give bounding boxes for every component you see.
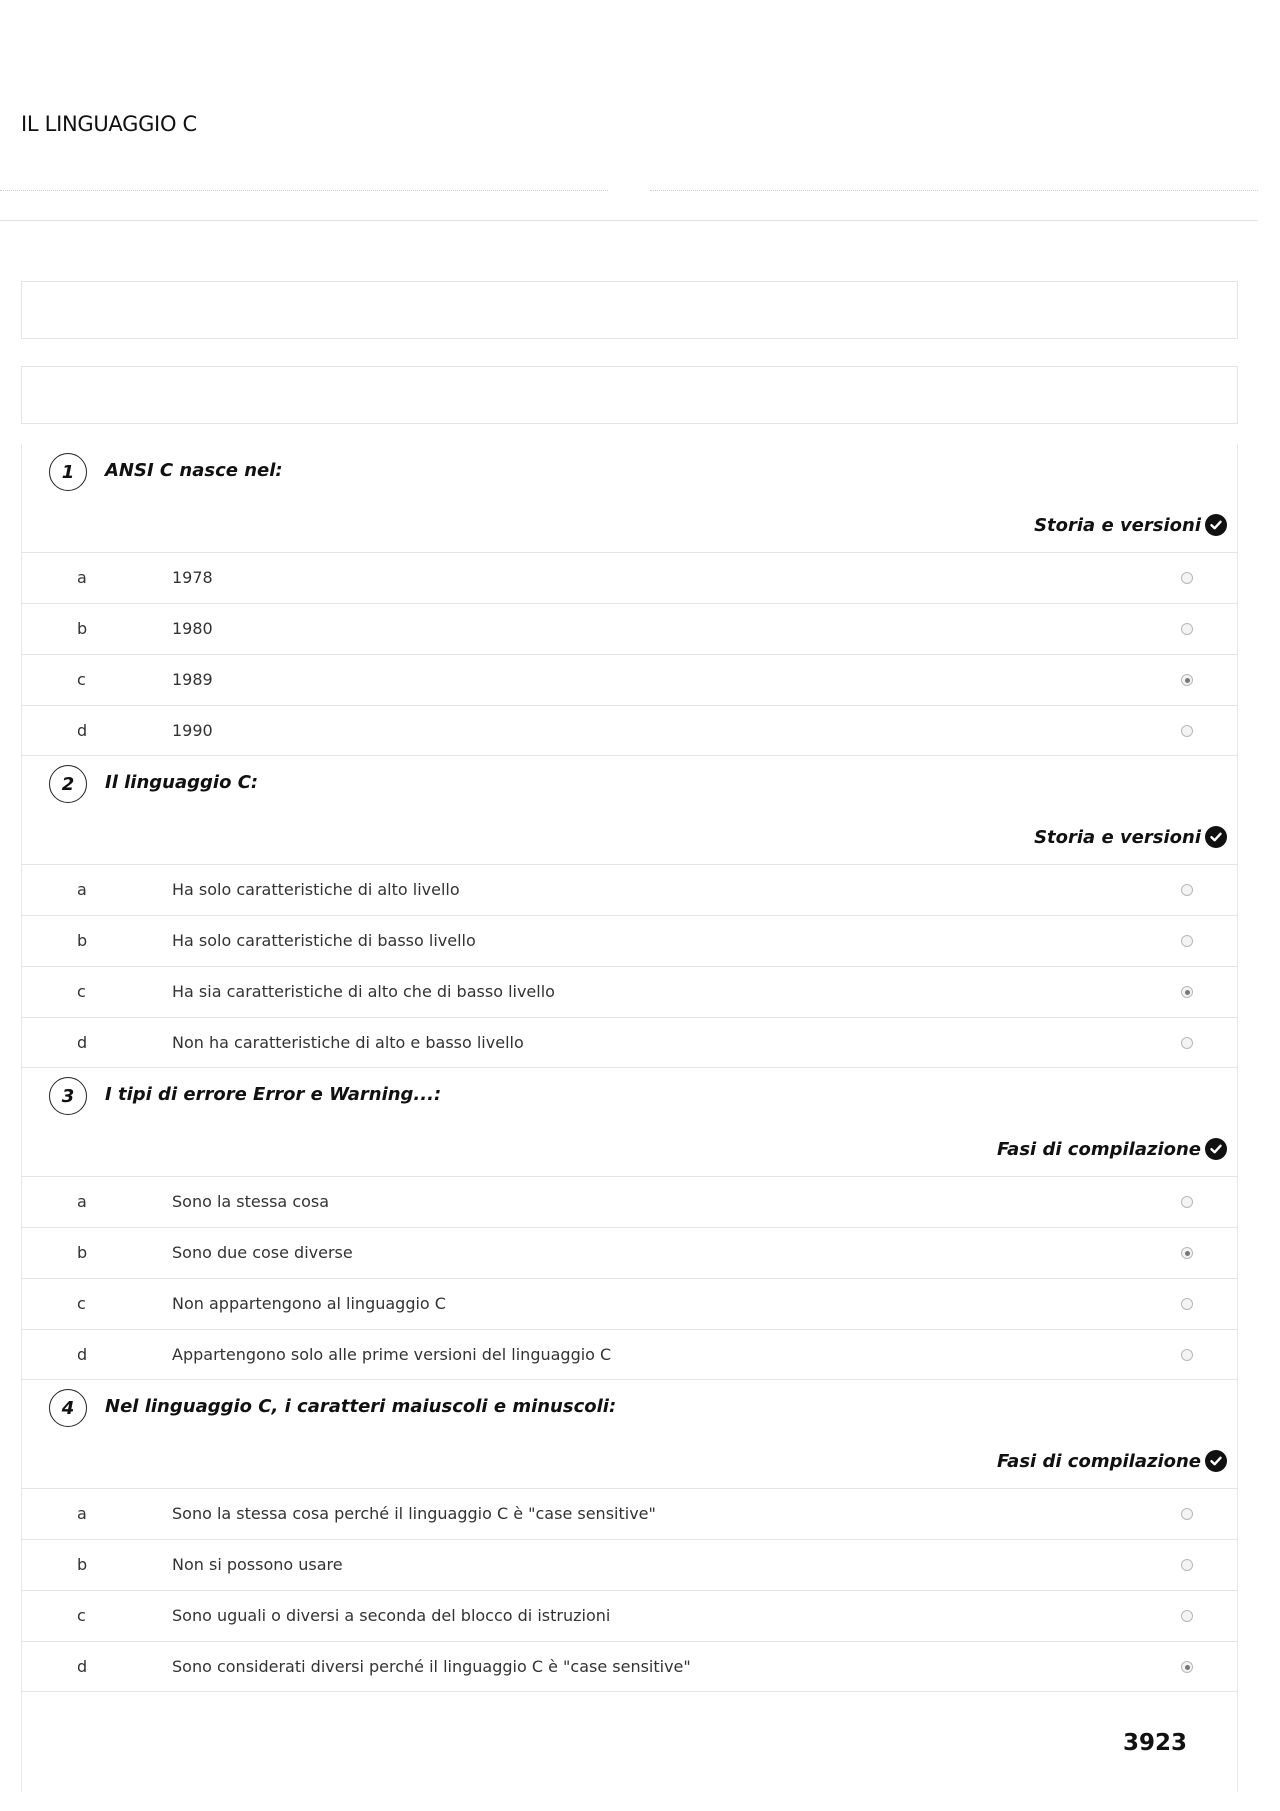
answer-text: Appartengono solo alle prime versioni del linguaggio C: [172, 1345, 612, 1364]
answer-text: 1989: [172, 670, 213, 689]
answer-text: Ha solo caratteristiche di alto livello: [172, 880, 460, 899]
answer-text: Ha sia caratteristiche di alto che di basso livello: [172, 982, 555, 1001]
answer-row[interactable]: [21, 654, 1238, 705]
answer-text: 1990: [172, 721, 213, 740]
answer-letter: d: [77, 721, 88, 740]
question-topic: [997, 1450, 1227, 1472]
answer-text: Sono la stessa cosa: [172, 1192, 330, 1211]
header-divider: [0, 220, 1258, 221]
question-topic: [1034, 514, 1227, 536]
answer-radio[interactable]: [1181, 1610, 1193, 1622]
answer-letter: a: [77, 1504, 87, 1523]
empty-panel-header: [21, 366, 1238, 424]
page-title: IL LINGUAGGIO C: [21, 112, 197, 136]
answer-letter: c: [77, 1294, 86, 1313]
question-number: 3: [49, 1077, 87, 1115]
answer-row[interactable]: [21, 1017, 1238, 1068]
answer-letter: b: [77, 619, 88, 638]
answer-radio[interactable]: [1181, 1196, 1193, 1208]
question-header: [21, 444, 1238, 552]
topic-label: Fasi di compilazione: [996, 1450, 1201, 1472]
answer-letter: b: [77, 1555, 88, 1574]
question-header: [21, 756, 1238, 864]
question-block: [21, 756, 1238, 1068]
question-text: I tipi di errore Error e Warning...:: [105, 1084, 442, 1105]
answer-row[interactable]: [21, 1539, 1238, 1590]
question-block: [21, 1380, 1238, 1692]
check-circle-icon: [1205, 1450, 1227, 1472]
answer-radio[interactable]: [1181, 884, 1193, 896]
answer-row[interactable]: [21, 705, 1238, 756]
answer-row[interactable]: [21, 864, 1238, 915]
answer-letter: c: [77, 670, 86, 689]
answer-radio[interactable]: [1181, 1037, 1193, 1049]
topic-label: Fasi di compilazione: [996, 1138, 1201, 1160]
check-circle-icon: [1205, 826, 1227, 848]
answer-letter: a: [77, 568, 87, 587]
answer-radio[interactable]: [1181, 1349, 1193, 1361]
answer-radio[interactable]: [1181, 986, 1193, 998]
question-header: [21, 1380, 1238, 1488]
answer-radio[interactable]: [1181, 674, 1193, 686]
answer-row[interactable]: [21, 1176, 1238, 1227]
answer-text: 1980: [172, 619, 213, 638]
answer-radio[interactable]: [1181, 935, 1193, 947]
question-number: 4: [49, 1389, 87, 1427]
answer-row[interactable]: [21, 1227, 1238, 1278]
dotted-divider-right: [650, 190, 1258, 191]
page-number: 3923: [1122, 1730, 1187, 1756]
answer-row[interactable]: [21, 1278, 1238, 1329]
answer-letter: c: [77, 982, 86, 1001]
check-circle-icon: [1205, 1138, 1227, 1160]
answer-row[interactable]: [21, 915, 1238, 966]
answer-letter: b: [77, 1243, 88, 1262]
answer-text: Sono considerati diversi perché il linguaggio C è "case sensitive": [172, 1657, 691, 1676]
answer-radio[interactable]: [1181, 1661, 1193, 1673]
empty-panel-top: [21, 281, 1238, 339]
check-circle-icon: [1205, 514, 1227, 536]
question-number: 1: [49, 453, 87, 491]
answer-text: Sono uguali o diversi a seconda del blocco di istruzioni: [172, 1606, 611, 1625]
answer-letter: d: [77, 1345, 88, 1364]
answer-letter: d: [77, 1657, 88, 1676]
question-topic: [1034, 826, 1227, 848]
topic-label: Storia e versioni: [1034, 514, 1201, 536]
answer-radio[interactable]: [1181, 1298, 1193, 1310]
answer-text: Sono la stessa cosa perché il linguaggio C è "case sensitive": [172, 1504, 656, 1523]
answer-text: Non appartengono al linguaggio C: [172, 1294, 446, 1313]
question-text: ANSI C nasce nel:: [105, 460, 283, 481]
question-topic: [997, 1138, 1227, 1160]
answer-row[interactable]: [21, 1329, 1238, 1380]
answer-letter: a: [77, 880, 87, 899]
answer-row[interactable]: [21, 966, 1238, 1017]
answer-row[interactable]: [21, 1488, 1238, 1539]
answer-radio[interactable]: [1181, 1559, 1193, 1571]
question-number: 2: [49, 765, 87, 803]
topic-label: Storia e versioni: [1034, 826, 1201, 848]
answer-text: Ha solo caratteristiche di basso livello: [172, 931, 476, 950]
answer-radio[interactable]: [1181, 572, 1193, 584]
question-text: Il linguaggio C:: [105, 772, 259, 793]
answer-radio[interactable]: [1181, 1508, 1193, 1520]
answer-row[interactable]: [21, 1641, 1238, 1692]
answer-radio[interactable]: [1181, 725, 1193, 737]
quiz-container: [21, 444, 1238, 1692]
answer-row[interactable]: [21, 552, 1238, 603]
answer-text: 1978: [172, 568, 213, 587]
question-text: Nel linguaggio C, i caratteri maiuscoli e minuscoli:: [105, 1396, 617, 1417]
answer-row[interactable]: [21, 603, 1238, 654]
answer-letter: a: [77, 1192, 87, 1211]
answer-text: Non ha caratteristiche di alto e basso livello: [172, 1033, 524, 1052]
question-block: [21, 1068, 1238, 1380]
answer-radio[interactable]: [1181, 623, 1193, 635]
answer-row[interactable]: [21, 1590, 1238, 1641]
answer-text: Sono due cose diverse: [172, 1243, 353, 1262]
question-block: [21, 444, 1238, 756]
answer-letter: b: [77, 931, 88, 950]
answer-radio[interactable]: [1181, 1247, 1193, 1259]
answer-letter: c: [77, 1606, 86, 1625]
page-footer: [21, 1692, 1238, 1792]
answer-letter: d: [77, 1033, 88, 1052]
dotted-divider-left: [0, 190, 608, 191]
answer-text: Non si possono usare: [172, 1555, 343, 1574]
question-header: [21, 1068, 1238, 1176]
